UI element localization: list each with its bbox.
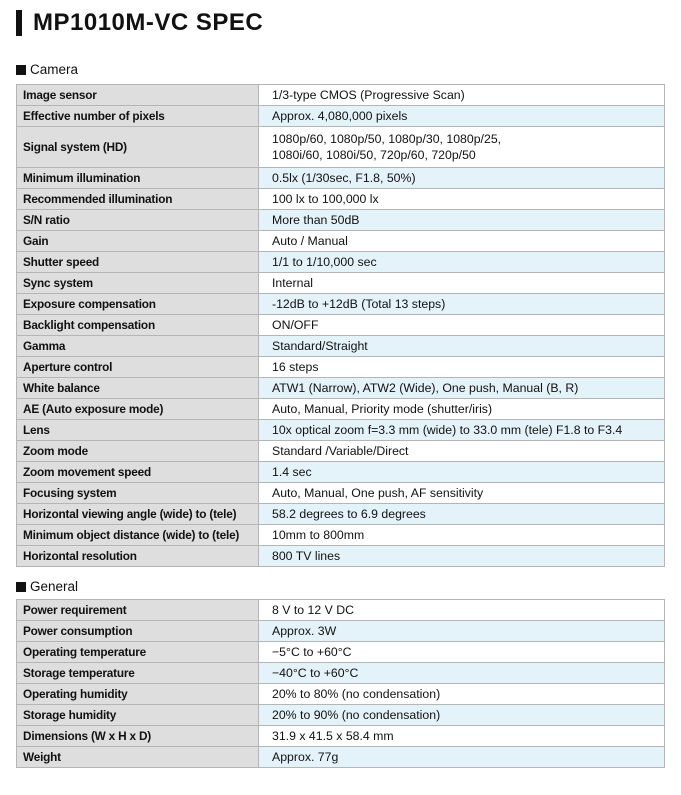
spec-row xyxy=(17,210,665,231)
spec-label: Storage humidity xyxy=(17,705,259,726)
spec-row xyxy=(17,378,665,399)
spec-label: Operating humidity xyxy=(17,684,259,705)
spec-value: Approx. 3W xyxy=(259,621,665,642)
square-bullet-icon xyxy=(16,582,26,592)
spec-row xyxy=(17,600,665,621)
spec-row xyxy=(17,168,665,189)
spec-label: Backlight compensation xyxy=(17,315,259,336)
spec-value xyxy=(259,127,665,168)
spec-label: Gamma xyxy=(17,336,259,357)
spec-row xyxy=(17,336,665,357)
spec-label: AE (Auto exposure mode) xyxy=(17,399,259,420)
spec-value: 100 lx to 100,000 lx xyxy=(259,189,665,210)
general-section-heading xyxy=(16,579,78,595)
spec-row xyxy=(17,294,665,315)
camera-spec-table xyxy=(16,84,665,567)
spec-label: Gain xyxy=(17,231,259,252)
spec-row xyxy=(17,273,665,294)
spec-value: Internal xyxy=(259,273,665,294)
spec-value-line: 1080p/60, 1080p/50, 1080p/30, 1080p/25, xyxy=(272,132,502,146)
spec-value: 800 TV lines xyxy=(259,546,665,567)
spec-label: Dimensions (W x H x D) xyxy=(17,726,259,747)
spec-label: Aperture control xyxy=(17,357,259,378)
spec-value: 0.5lx (1/30sec, F1.8, 50%) xyxy=(259,168,665,189)
spec-value: More than 50dB xyxy=(259,210,665,231)
spec-label: Horizontal resolution xyxy=(17,546,259,567)
spec-row xyxy=(17,684,665,705)
title-accent-bar xyxy=(16,10,22,36)
spec-label: Effective number of pixels xyxy=(17,106,259,127)
spec-row xyxy=(17,357,665,378)
spec-row xyxy=(17,747,665,768)
camera-section-heading xyxy=(16,62,78,78)
spec-value: −5°C to +60°C xyxy=(259,642,665,663)
spec-label: Sync system xyxy=(17,273,259,294)
spec-row xyxy=(17,705,665,726)
spec-label: Horizontal viewing angle (wide) to (tele) xyxy=(17,504,259,525)
spec-row xyxy=(17,546,665,567)
spec-row xyxy=(17,252,665,273)
spec-value: 10mm to 800mm xyxy=(259,525,665,546)
spec-label: Signal system (HD) xyxy=(17,127,259,168)
spec-row xyxy=(17,231,665,252)
spec-label: Storage temperature xyxy=(17,663,259,684)
spec-label: Image sensor xyxy=(17,85,259,106)
spec-row xyxy=(17,726,665,747)
spec-value: 1.4 sec xyxy=(259,462,665,483)
spec-label: Weight xyxy=(17,747,259,768)
spec-value: Standard /Variable/Direct xyxy=(259,441,665,462)
spec-value: Auto, Manual, One push, AF sensitivity xyxy=(259,483,665,504)
spec-value: 20% to 80% (no condensation) xyxy=(259,684,665,705)
spec-row xyxy=(17,642,665,663)
spec-row xyxy=(17,663,665,684)
spec-row xyxy=(17,189,665,210)
spec-value: -12dB to +12dB (Total 13 steps) xyxy=(259,294,665,315)
spec-label: Focusing system xyxy=(17,483,259,504)
camera-heading-text: Camera xyxy=(30,62,79,77)
page-title: MP1010M-VC SPEC xyxy=(33,9,264,36)
spec-label: Recommended illumination xyxy=(17,189,259,210)
spec-value: Auto, Manual, Priority mode (shutter/iris) xyxy=(259,399,665,420)
spec-value: ON/OFF xyxy=(259,315,665,336)
spec-row xyxy=(17,420,665,441)
spec-value: 1/1 to 1/10,000 sec xyxy=(259,252,665,273)
spec-value-line: 1080i/60, 1080i/50, 720p/60, 720p/50 xyxy=(272,148,476,162)
square-bullet-icon xyxy=(16,65,26,75)
spec-row xyxy=(17,85,665,106)
spec-value: ATW1 (Narrow), ATW2 (Wide), One push, Manual (B, R) xyxy=(259,378,665,399)
spec-value: 58.2 degrees to 6.9 degrees xyxy=(259,504,665,525)
spec-label: Zoom mode xyxy=(17,441,259,462)
spec-value: Auto / Manual xyxy=(259,231,665,252)
spec-value: 31.9 x 41.5 x 58.4 mm xyxy=(259,726,665,747)
spec-label: Zoom movement speed xyxy=(17,462,259,483)
spec-value: 1/3-type CMOS (Progressive Scan) xyxy=(259,85,665,106)
spec-label: S/N ratio xyxy=(17,210,259,231)
spec-value: Standard/Straight xyxy=(259,336,665,357)
spec-value: 8 V to 12 V DC xyxy=(259,600,665,621)
spec-row xyxy=(17,483,665,504)
spec-row xyxy=(17,106,665,127)
spec-label: Power requirement xyxy=(17,600,259,621)
spec-value: Approx. 4,080,000 pixels xyxy=(259,106,665,127)
spec-value: Approx. 77g xyxy=(259,747,665,768)
spec-row xyxy=(17,441,665,462)
spec-value: 10x optical zoom f=3.3 mm (wide) to 33.0 mm (tele) F1.8 to F3.4 xyxy=(259,420,665,441)
spec-value: 20% to 90% (no condensation) xyxy=(259,705,665,726)
spec-label: Shutter speed xyxy=(17,252,259,273)
spec-row xyxy=(17,621,665,642)
spec-label: Exposure compensation xyxy=(17,294,259,315)
spec-label: Minimum object distance (wide) to (tele) xyxy=(17,525,259,546)
spec-label: Minimum illumination xyxy=(17,168,259,189)
spec-label: Operating temperature xyxy=(17,642,259,663)
spec-row xyxy=(17,462,665,483)
spec-row xyxy=(17,504,665,525)
spec-row xyxy=(17,127,665,168)
spec-value: −40°C to +60°C xyxy=(259,663,665,684)
spec-label: White balance xyxy=(17,378,259,399)
spec-label: Lens xyxy=(17,420,259,441)
spec-row xyxy=(17,315,665,336)
spec-label: Power consumption xyxy=(17,621,259,642)
spec-row xyxy=(17,525,665,546)
general-spec-table xyxy=(16,599,665,768)
general-heading-text: General xyxy=(30,579,79,594)
spec-value: 16 steps xyxy=(259,357,665,378)
spec-row xyxy=(17,399,665,420)
